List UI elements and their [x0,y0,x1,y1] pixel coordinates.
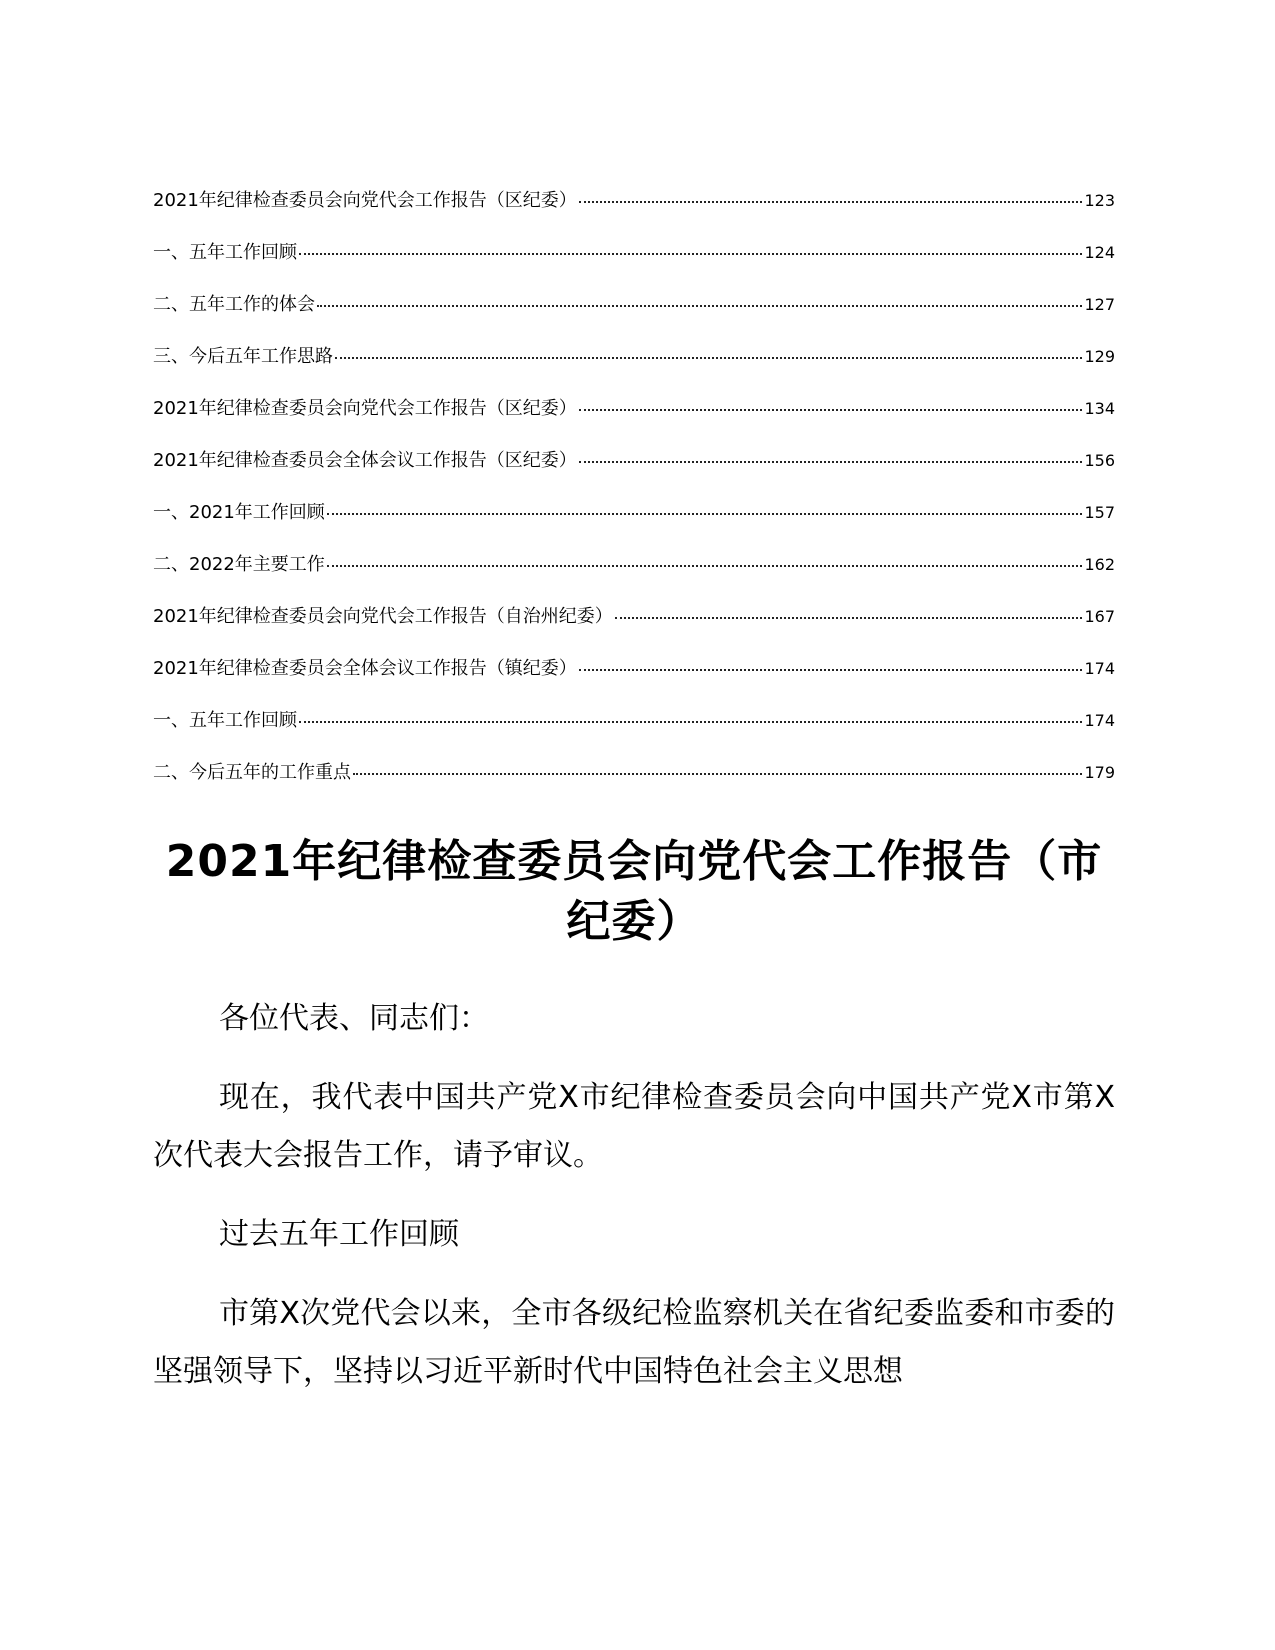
table-of-contents [153,186,1115,810]
toc-entry-page: 157 [1084,503,1115,522]
toc-leader-dots [335,357,1082,359]
toc-entry-title: 2021年纪律检查委员会向党代会工作报告（区纪委） [153,398,577,419]
toc-entry[interactable] [153,342,1115,394]
toc-entry[interactable] [153,290,1115,342]
toc-entry-page: 129 [1084,347,1115,366]
toc-entry-page: 134 [1084,399,1115,418]
toc-entry[interactable] [153,446,1115,498]
report-body [153,990,1115,1422]
toc-entry-title: 一、五年工作回顾 [153,242,297,263]
toc-entry[interactable] [153,394,1115,446]
intro-paragraph: 现在，我代表中国共产党X市纪律检查委员会向中国共产党X市第X次代表大会报告工作，请予审议。 [153,1080,1115,1173]
report-heading: 2021年纪律检查委员会向党代会工作报告（市纪委） [165,836,1103,947]
toc-entry-title: 2021年纪律检查委员会向党代会工作报告（自治州纪委） [153,606,613,627]
toc-leader-dots [579,669,1083,671]
toc-leader-dots [299,253,1082,255]
toc-entry[interactable] [153,186,1115,238]
toc-entry-title: 2021年纪律检查委员会全体会议工作报告（镇纪委） [153,658,577,679]
toc-entry-page: 174 [1084,659,1115,678]
toc-entry-title: 三、今后五年工作思路 [153,346,333,367]
toc-entry-title: 二、五年工作的体会 [153,294,315,315]
toc-entry-title: 2021年纪律检查委员会全体会议工作报告（区纪委） [153,450,577,471]
toc-leader-dots [353,773,1082,775]
toc-entry-page: 167 [1084,607,1115,626]
toc-leader-dots [615,617,1083,619]
toc-entry[interactable] [153,498,1115,550]
toc-entry-title: 二、2022年主要工作 [153,554,325,575]
toc-entry-page: 124 [1084,243,1115,262]
toc-entry-page: 179 [1084,763,1115,782]
toc-leader-dots [579,201,1083,203]
toc-entry[interactable] [153,654,1115,706]
toc-entry-page: 174 [1084,711,1115,730]
toc-leader-dots [579,461,1083,463]
toc-entry[interactable] [153,758,1115,810]
toc-leader-dots [327,513,1083,515]
toc-entry-title: 2021年纪律检查委员会向党代会工作报告（区纪委） [153,190,577,211]
toc-entry-page: 162 [1084,555,1115,574]
toc-entry-title: 一、五年工作回顾 [153,710,297,731]
toc-entry[interactable] [153,238,1115,290]
toc-leader-dots [299,721,1082,723]
toc-entry-title: 一、2021年工作回顾 [153,502,325,523]
toc-entry-page: 123 [1084,191,1115,210]
salutation-paragraph: 各位代表、同志们： [219,1001,489,1036]
section-title-paragraph: 过去五年工作回顾 [219,1217,459,1252]
toc-entry[interactable] [153,706,1115,758]
toc-entry[interactable] [153,602,1115,654]
body-paragraph: 市第X次党代会以来，全市各级纪检监察机关在省纪委监委和市委的坚强领导下，坚持以习近平新时代中国特色社会主义思想 [153,1296,1115,1389]
toc-entry-page: 156 [1084,451,1115,470]
toc-entry[interactable] [153,550,1115,602]
toc-entry-title: 二、今后五年的工作重点 [153,762,351,783]
toc-leader-dots [317,305,1082,307]
toc-leader-dots [579,409,1083,411]
toc-leader-dots [327,565,1083,567]
toc-entry-page: 127 [1084,295,1115,314]
